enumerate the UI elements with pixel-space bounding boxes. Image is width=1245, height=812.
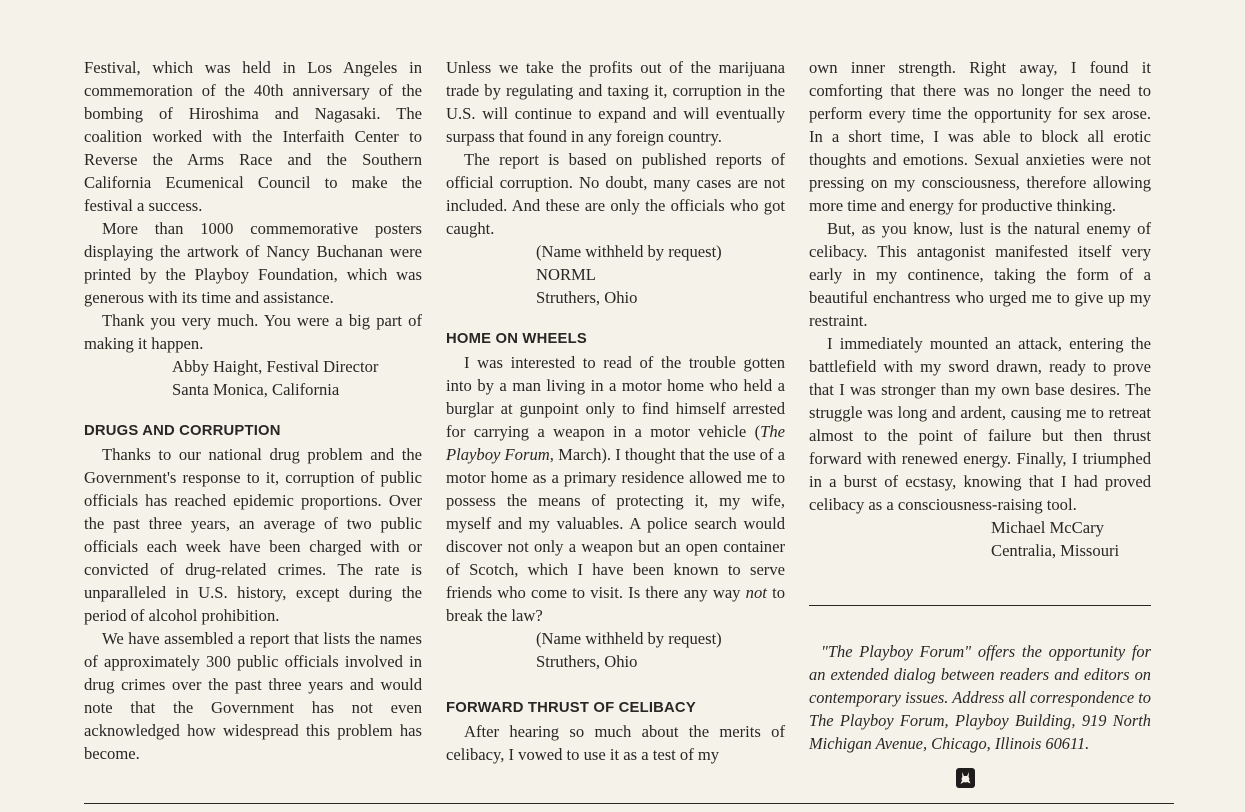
divider — [809, 605, 1151, 606]
paragraph: Unless we take the profits out of the marijuana trade by regulating and taxing it, corruption in the U.S. will continue to expand and will eventually surpass that found in any foreign country. — [446, 58, 785, 146]
paragraph: But, as you know, lust is the natural enemy of celibacy. This antagonist manifested itself very early in my continence, taking the form of a beautiful enchantress who urged me to give up my restraint. — [809, 219, 1151, 330]
section-heading: FORWARD THRUST OF CELIBACY — [446, 700, 696, 716]
signature-name: Abby Haight, Festival Director — [172, 357, 379, 376]
magazine-title: The Playboy Forum — [446, 422, 785, 464]
page-bottom-rule — [84, 803, 1174, 804]
signature-place: Struthers, Ohio — [536, 288, 638, 307]
paragraph: own inner strength. Right away, I found it comforting that there was no longer the need to perform every time the opportunity for sex arose. In a short time, I was able to block all erotic thoughts and emotions. Sexual anxieties were not pressing on my consciousness, therefore allowing more time and energy for productive thinking. — [809, 58, 1151, 215]
section-heading: HOME ON WHEELS — [446, 331, 587, 347]
paragraph: I immediately mounted an attack, entering the battlefield with my sword drawn, ready to prove that I was stronger than my own base desires. The struggle was long and ardent, causing me to retreat almost to the point of failure but then thrust forward with renewed energy. Finally, I triumphed in a burst of ecstasy, knowing that I had proved celibacy as a consciousness-raising tool. — [809, 334, 1151, 514]
paragraph: Thanks to our national drug problem and the Government's response to it, corruption of public officials has reached epidemic proportions. Over the past three years, an average of two public officials each week have been charged with or convicted of drug-related crimes. The rate is unparalleled in U.S. history, except during the period of alcohol prohibition. — [84, 445, 422, 625]
section-heading: DRUGS AND CORRUPTION — [84, 423, 281, 439]
signature-name: Michael McCary — [991, 518, 1104, 537]
signature-name: (Name withheld by request) — [536, 242, 722, 261]
signature-name: (Name withheld by request) — [536, 629, 722, 648]
paragraph: The report is based on published reports of official corruption. No doubt, many cases are not included. And these are only the officials who got caught. — [446, 150, 785, 238]
signature-place: Santa Monica, California — [172, 380, 340, 399]
column-1 — [84, 56, 422, 765]
column-3 — [809, 56, 1151, 562]
paragraph: I was interested to read of the trouble gotten into by a man living in a motor home who held a burglar at gunpoint only to find himself arrested for carrying a weapon in a motor vehicle (The Playboy Forum, March). I thought that the use of a motor home as a primary residence allowed me to possess the means of protecting it, my wife, myself and my valuables. A police search would discover not only a weapon but an open container of Scotch, which I have been known to serve friends who come to visit. Is there any way not to break the law? — [446, 353, 786, 625]
paragraph: We have assembled a report that lists the names of approximately 300 public officials involved in drug crimes over the past three years and would note that the Government has not even acknowledged how widespread this problem has become. — [84, 629, 422, 763]
signature-place: Struthers, Ohio — [536, 652, 638, 671]
paragraph: Festival, which was held in Los Angeles in commemoration of the 40th anniversary of the bombing of Hiroshima and Nagasaki. The coalition worked with the Interfaith Center to Reverse the Arms Race and the Southern California Ecumenical Council to make the festival a success. — [84, 58, 422, 215]
paragraph: More than 1000 commemorative posters displaying the artwork of Nancy Buchanan were printed by the Playboy Foundation, which was generous with its time and assistance. — [84, 219, 422, 307]
forum-note: "The Playboy Forum" offers the opportunity for an extended dialog between readers and editors on contemporary issues. Address all correspondence to The Playboy Forum, Playboy Building, 919 North Michigan Avenue, Chicago, Illinois 60611. — [809, 642, 1151, 754]
signature-place: Centralia, Missouri — [991, 541, 1120, 560]
column-2 — [446, 56, 785, 766]
paragraph: Thank you very much. You were a big part of making it happen. — [84, 311, 422, 353]
paragraph: After hearing so much about the merits of celibacy, I vowed to use it as a test of my — [446, 722, 785, 764]
signature-organization: NORML — [536, 265, 596, 284]
playboy-bunny-icon — [956, 768, 975, 788]
